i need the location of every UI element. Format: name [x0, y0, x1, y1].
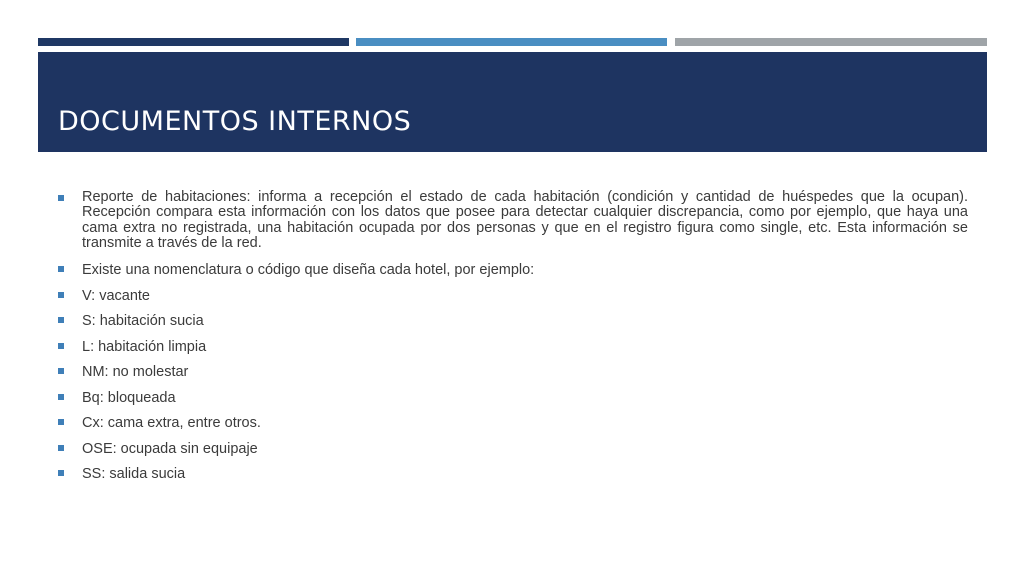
square-bullet-icon: [58, 292, 64, 298]
bullet-item-nomenclatura: [56, 261, 968, 287]
bullet-item-no-molestar: [56, 363, 968, 389]
slide-title: DOCUMENTOS INTERNOS: [58, 106, 412, 137]
bullet-text: SS: salida sucia: [82, 466, 186, 483]
square-bullet-icon: [58, 368, 64, 374]
bullet-text: Reporte de habitaciones: informa a recepción el estado de cada habitación (condición y cantidad de huéspedes que la ocupan). Recepción compara esta información con los datos que posee para detectar cualquier discrepancia, como por ejemplo, que haya una cama extra no registrada, una habitación ocupada por dos personas y que en el registro figura como single, etc. Esta información se transmite a través de la red.: [82, 189, 968, 251]
bullet-text: Cx: cama extra, entre otros.: [82, 415, 261, 432]
bullet-text: OSE: ocupada sin equipaje: [82, 440, 258, 457]
title-band: [38, 52, 987, 152]
bullet-item-limpia: [56, 338, 968, 364]
square-bullet-icon: [58, 343, 64, 349]
bullet-item-cama-extra: [56, 414, 968, 440]
bullet-item-bloqueada: [56, 389, 968, 415]
square-bullet-icon: [58, 317, 64, 323]
bullet-text: Bq: bloqueada: [82, 389, 176, 406]
accent-bar-light-blue: [356, 38, 667, 46]
bullet-text: NM: no molestar: [82, 364, 189, 381]
accent-bar-gray: [675, 38, 987, 46]
bullet-item-salida-sucia: [56, 465, 968, 491]
square-bullet-icon: [58, 445, 64, 451]
square-bullet-icon: [58, 394, 64, 400]
square-bullet-icon: [58, 266, 64, 272]
accent-bar-dark-blue: [38, 38, 349, 46]
bullet-text: Existe una nomenclatura o código que diseña cada hotel, por ejemplo:: [82, 262, 535, 279]
bullet-text: L: habitación limpia: [82, 338, 207, 355]
bullet-item-vacante: [56, 287, 968, 313]
bullet-item-ocupada-sin-equipaje: [56, 440, 968, 466]
bullet-text: V: vacante: [82, 287, 150, 304]
bullet-item-sucia: [56, 312, 968, 338]
bullet-text: S: habitación sucia: [82, 313, 204, 330]
square-bullet-icon: [58, 195, 64, 201]
square-bullet-icon: [58, 419, 64, 425]
square-bullet-icon: [58, 470, 64, 476]
bullet-item-reporte: [56, 190, 968, 251]
bullet-list: [56, 190, 968, 491]
